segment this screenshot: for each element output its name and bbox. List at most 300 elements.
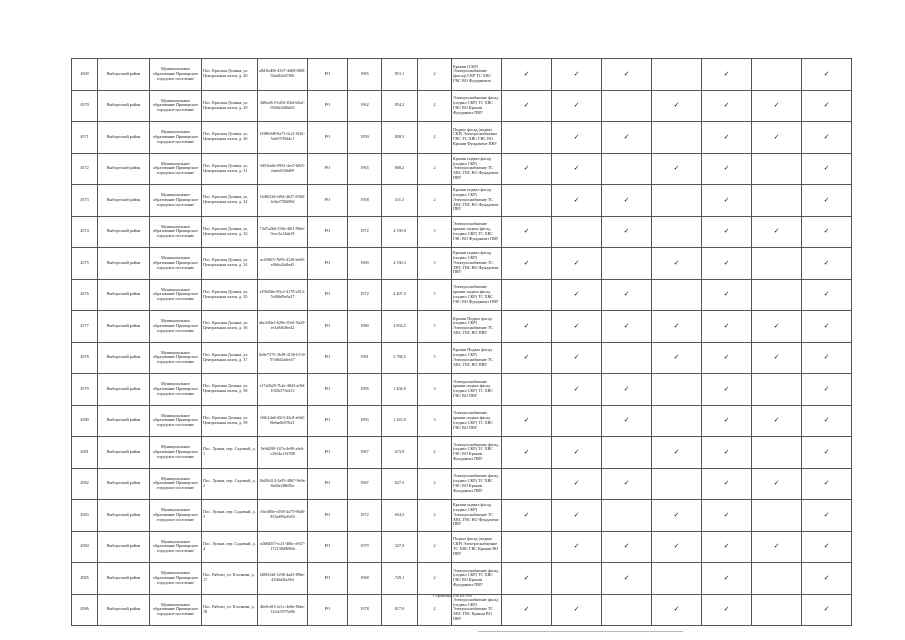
check-cell bbox=[652, 185, 702, 217]
code-cell: 9e9d299-167a-4e90-afe6-c29e4a134788 bbox=[258, 437, 308, 469]
checkmark-icon: ✓ bbox=[573, 258, 580, 267]
check-cell bbox=[602, 59, 652, 91]
check-cell bbox=[502, 437, 552, 469]
table-row bbox=[72, 531, 852, 563]
check-cell bbox=[502, 216, 552, 248]
settlement-cell: Муниципальное образование Приморское городское поселение bbox=[150, 500, 202, 532]
check-cell bbox=[552, 185, 602, 217]
check-cell bbox=[702, 468, 752, 500]
floors-cell: 2 bbox=[418, 185, 452, 217]
check-cell bbox=[702, 248, 752, 280]
check-cell bbox=[702, 531, 752, 563]
checkmark-icon: ✓ bbox=[623, 384, 630, 393]
check-cell bbox=[752, 185, 802, 217]
check-cell bbox=[652, 468, 702, 500]
settlement-cell: Муниципальное образование Приморское городское поселение bbox=[150, 468, 202, 500]
table-row bbox=[72, 374, 852, 406]
row-number: 4584 bbox=[72, 531, 98, 563]
table-row bbox=[72, 279, 852, 311]
check-cell bbox=[602, 216, 652, 248]
check-cell bbox=[652, 59, 702, 91]
checkmark-icon: ✓ bbox=[623, 479, 630, 488]
address-cell: Пос. Красная Долина, ул. Центральная аллея, д. 34 bbox=[202, 248, 258, 280]
table-row bbox=[72, 405, 852, 437]
checkmark-icon: ✓ bbox=[623, 227, 630, 236]
check-cell bbox=[502, 405, 552, 437]
code-cell: 3d0ea9c5-b45f-43bf-b6a1-05b8e43f6dd3 bbox=[258, 90, 308, 122]
year-cell: 1968 bbox=[348, 563, 382, 595]
year-cell: 1959 bbox=[348, 122, 382, 154]
area-cell: 654,5 bbox=[382, 500, 418, 532]
check-cell bbox=[802, 374, 852, 406]
address-cell: Пос. Лужки, пер. Садовый, д. 4 bbox=[202, 531, 258, 563]
check-cell bbox=[502, 374, 552, 406]
code-cell: e2b8d5f7-fc21-40bc-a947-172138d9f86b bbox=[258, 531, 308, 563]
checkmark-icon: ✓ bbox=[723, 605, 730, 614]
settlement-cell: Муниципальное образование Приморское городское поселение bbox=[150, 311, 202, 343]
checkmark-icon: ✓ bbox=[673, 353, 680, 362]
area-cell: 4 407,3 bbox=[382, 279, 418, 311]
check-cell bbox=[752, 405, 802, 437]
check-cell bbox=[752, 342, 802, 374]
works-cell: Крыши подвал фасад (подвал СКР) Электроснабжение ТС ХВС ГВС ВО Фундамент ПВУ bbox=[452, 153, 502, 185]
checkmark-icon: ✓ bbox=[773, 416, 780, 425]
check-cell bbox=[552, 153, 602, 185]
table-row bbox=[72, 216, 852, 248]
check-cell bbox=[602, 311, 652, 343]
checkmark-icon: ✓ bbox=[573, 479, 580, 488]
check-cell bbox=[802, 342, 852, 374]
works-cell: Электроснабжение крыши подвал фасад (подвал СКР) ТС ХВС ГВС ВО Фундамент ПВУ bbox=[452, 279, 502, 311]
check-cell bbox=[502, 185, 552, 217]
type-cell: РО bbox=[308, 563, 348, 595]
check-cell bbox=[652, 594, 702, 626]
year-cell: 1993 bbox=[348, 405, 382, 437]
floors-cell: 2 bbox=[418, 122, 452, 154]
district-cell: Выборгский район bbox=[98, 405, 150, 437]
check-cell bbox=[802, 279, 852, 311]
check-cell bbox=[502, 311, 552, 343]
row-number: 4570 bbox=[72, 90, 98, 122]
year-cell: 1972 bbox=[348, 500, 382, 532]
checkmark-icon: ✓ bbox=[523, 69, 530, 78]
check-cell bbox=[602, 248, 652, 280]
check-cell bbox=[652, 500, 702, 532]
type-cell: РО bbox=[308, 90, 348, 122]
code-cell: e19b94fe-83c2-4178-a512-5c8f6d9e0a27 bbox=[258, 279, 308, 311]
checkmark-icon: ✓ bbox=[723, 573, 730, 582]
checkmark-icon: ✓ bbox=[823, 195, 830, 204]
checkmark-icon: ✓ bbox=[823, 258, 830, 267]
check-cell bbox=[702, 90, 752, 122]
area-cell: 5 768,5 bbox=[382, 342, 418, 374]
floors-cell: 5 bbox=[418, 342, 452, 374]
checkmark-icon: ✓ bbox=[523, 573, 530, 582]
settlement-cell: Муниципальное образование Приморское городское поселение bbox=[150, 405, 202, 437]
area-cell: 868,2 bbox=[382, 153, 418, 185]
table-row bbox=[72, 90, 852, 122]
check-cell bbox=[602, 531, 652, 563]
type-cell: РО bbox=[308, 500, 348, 532]
works-cell: Электроснабжение фасад (подвал СКР) ТС ХВС ГВС ВО Крыши Фундамент ПВУ bbox=[452, 437, 502, 469]
check-cell bbox=[702, 59, 752, 91]
code-cell: 73d7a2b6-530e-40f1-9b6e-0cec5a14da18 bbox=[258, 216, 308, 248]
checkmark-icon: ✓ bbox=[573, 164, 580, 173]
area-cell: 673,9 bbox=[382, 437, 418, 469]
check-cell bbox=[602, 437, 652, 469]
check-cell bbox=[802, 500, 852, 532]
checkmark-icon: ✓ bbox=[723, 479, 730, 488]
works-cell: Электроснабжение крыши подвал фасад (подвал СКР) ТС ХВС ГВС ВО ПВУ bbox=[452, 405, 502, 437]
settlement-cell: Муниципальное образование Приморское городское поселение bbox=[150, 216, 202, 248]
check-cell bbox=[802, 311, 852, 343]
type-cell: РО bbox=[308, 437, 348, 469]
check-cell bbox=[602, 563, 652, 595]
checkmark-icon: ✓ bbox=[623, 542, 630, 551]
checkmark-icon: ✓ bbox=[523, 227, 530, 236]
check-cell bbox=[652, 531, 702, 563]
check-cell bbox=[552, 122, 602, 154]
check-cell bbox=[652, 248, 702, 280]
address-cell: Пос. Красная Долина, ул. Центральная аллея, д. 38 bbox=[202, 374, 258, 406]
year-cell: 1967 bbox=[348, 468, 382, 500]
checkmark-icon: ✓ bbox=[773, 353, 780, 362]
address-cell: Пос. Рябово, ул. Клочкова, д. 18 bbox=[202, 594, 258, 626]
checkmark-icon: ✓ bbox=[823, 384, 830, 393]
checkmark-icon: ✓ bbox=[673, 164, 680, 173]
works-cell: Электроснабжение фасад (подвал СКР) ТС ХВС ГВС ВО Крыши Фундамент ПВУ bbox=[452, 468, 502, 500]
checkmark-icon: ✓ bbox=[673, 321, 680, 330]
check-cell bbox=[702, 216, 752, 248]
table-row bbox=[72, 185, 852, 217]
check-cell bbox=[802, 153, 852, 185]
works-cell: Крыши подвал фасад (подвал СКР) Электроснабжение ТС ХВС ГВС ВО Фундамент ПВУ bbox=[452, 248, 502, 280]
checkmark-icon: ✓ bbox=[773, 101, 780, 110]
settlement-cell: Муниципальное образование Приморское городское поселение bbox=[150, 185, 202, 217]
checkmark-icon: ✓ bbox=[823, 353, 830, 362]
year-cell: 1981 bbox=[348, 342, 382, 374]
year-cell: 1962 bbox=[348, 90, 382, 122]
settlement-cell: Муниципальное образование Приморское городское поселение bbox=[150, 122, 202, 154]
district-cell: Выборгский район bbox=[98, 216, 150, 248]
checkmark-icon: ✓ bbox=[573, 69, 580, 78]
check-cell bbox=[552, 311, 602, 343]
checkmark-icon: ✓ bbox=[523, 164, 530, 173]
district-cell: Выборгский район bbox=[98, 500, 150, 532]
checkmark-icon: ✓ bbox=[523, 447, 530, 456]
code-cell: ac29f0f5-7b95-4126-be69-e0b6a2fa8ed3 bbox=[258, 248, 308, 280]
code-cell: 5d53fa6b-9953-4ea7-b0f5-2aeee03f6d09 bbox=[258, 153, 308, 185]
check-cell bbox=[502, 563, 552, 595]
check-cell bbox=[552, 437, 602, 469]
type-cell: РО bbox=[308, 468, 348, 500]
check-cell bbox=[702, 374, 752, 406]
checkmark-icon: ✓ bbox=[723, 290, 730, 299]
area-cell: 854,2 bbox=[382, 90, 418, 122]
checkmark-icon: ✓ bbox=[823, 542, 830, 551]
checkmark-icon: ✓ bbox=[523, 510, 530, 519]
type-cell: РО bbox=[308, 279, 348, 311]
row-number: 4580 bbox=[72, 405, 98, 437]
checkmark-icon: ✓ bbox=[723, 69, 730, 78]
year-cell: 1972 bbox=[348, 279, 382, 311]
checkmark-icon: ✓ bbox=[773, 542, 780, 551]
check-cell bbox=[802, 468, 852, 500]
district-cell: Выборгский район bbox=[98, 185, 150, 217]
check-cell bbox=[702, 122, 752, 154]
checkmark-icon: ✓ bbox=[723, 447, 730, 456]
year-cell: 1979 bbox=[348, 531, 382, 563]
area-cell: 411,3 bbox=[382, 185, 418, 217]
type-cell: РО bbox=[308, 216, 348, 248]
row-number: 4582 bbox=[72, 468, 98, 500]
row-number: 4581 bbox=[72, 437, 98, 469]
year-cell: 1995 bbox=[348, 374, 382, 406]
table-row bbox=[72, 122, 852, 154]
checkmark-icon: ✓ bbox=[823, 227, 830, 236]
check-cell bbox=[552, 216, 602, 248]
check-cell bbox=[702, 342, 752, 374]
settlement-cell: Муниципальное образование Приморское городское поселение bbox=[150, 153, 202, 185]
code-cell: 0a9e7375-3b38-4156-b7c9-97d8d2a0ee47 bbox=[258, 342, 308, 374]
settlement-cell: Муниципальное образование Приморское городское поселение bbox=[150, 248, 202, 280]
table-row bbox=[72, 59, 852, 91]
floors-cell: 2 bbox=[418, 594, 452, 626]
checkmark-icon: ✓ bbox=[623, 69, 630, 78]
settlement-cell: Муниципальное образование Приморское городское поселение bbox=[150, 374, 202, 406]
capital-repair-table bbox=[71, 58, 852, 626]
type-cell: РО bbox=[308, 311, 348, 343]
floors-cell: 2 bbox=[418, 437, 452, 469]
checkmark-icon: ✓ bbox=[573, 353, 580, 362]
check-cell bbox=[552, 468, 602, 500]
checkmark-icon: ✓ bbox=[573, 101, 580, 110]
checkmark-icon: ✓ bbox=[773, 321, 780, 330]
check-cell bbox=[502, 468, 552, 500]
address-cell: Пос. Красная Долина, ул. Центральная аллея, д. 36 bbox=[202, 311, 258, 343]
check-cell bbox=[802, 59, 852, 91]
type-cell: РО bbox=[308, 185, 348, 217]
checkmark-icon: ✓ bbox=[623, 321, 630, 330]
check-cell bbox=[802, 185, 852, 217]
year-cell: 1978 bbox=[348, 594, 382, 626]
settlement-cell: Муниципальное образование Приморское городское поселение bbox=[150, 342, 202, 374]
code-cell: e17a0b29-7b2e-48d3-af9d-10f5b373e413 bbox=[258, 374, 308, 406]
year-cell: 1980 bbox=[348, 311, 382, 343]
check-cell bbox=[602, 405, 652, 437]
area-cell: 817,9 bbox=[382, 594, 418, 626]
row-number: 4583 bbox=[72, 500, 98, 532]
table-row bbox=[72, 153, 852, 185]
year-cell: 1965 bbox=[348, 153, 382, 185]
works-cell: Электроснабжение фасад (подвал СКР) ТС ХВС ГВС ВО Крыши Фундамент ПВУ bbox=[452, 90, 502, 122]
row-number: 4585 bbox=[72, 563, 98, 595]
row-number: 4573 bbox=[72, 185, 98, 217]
check-cell bbox=[752, 59, 802, 91]
check-cell bbox=[502, 500, 552, 532]
settlement-cell: Муниципальное образование Приморское городское поселение bbox=[150, 90, 202, 122]
works-cell: Крыши подвал фасад (подвал СКР) Электроснабжение ТС ХВС ГВС ВО Фундамент ПВУ bbox=[452, 185, 502, 217]
area-cell: 851,1 bbox=[382, 59, 418, 91]
type-cell: РО bbox=[308, 59, 348, 91]
checkmark-icon: ✓ bbox=[723, 384, 730, 393]
row-number: 4569 bbox=[72, 59, 98, 91]
row-number: 4572 bbox=[72, 153, 98, 185]
address-cell: Пос. Красная Долина, ул. Центральная аллея, д. 29 bbox=[202, 90, 258, 122]
checkmark-icon: ✓ bbox=[623, 195, 630, 204]
code-cell: c9a3f00e-c058-4a75-96d0-953ed96a1b93 bbox=[258, 500, 308, 532]
check-cell bbox=[552, 531, 602, 563]
checkmark-icon: ✓ bbox=[623, 416, 630, 425]
works-cell: Электроснабжение фасад (подвал СКР) Электроснабжение ТС ХВС ГВС Крыши ВО ПВУ bbox=[452, 594, 502, 626]
check-cell bbox=[602, 185, 652, 217]
scan-artifact-line bbox=[478, 631, 683, 632]
code-cell: а8d1bd06-4337-4d68-8f08-94ad62e67f0b bbox=[258, 59, 308, 91]
check-cell bbox=[752, 279, 802, 311]
checkmark-icon: ✓ bbox=[723, 101, 730, 110]
district-cell: Выборгский район bbox=[98, 563, 150, 595]
floors-cell: 5 bbox=[418, 248, 452, 280]
checkmark-icon: ✓ bbox=[823, 573, 830, 582]
checkmark-icon: ✓ bbox=[523, 258, 530, 267]
checkmark-icon: ✓ bbox=[573, 290, 580, 299]
check-cell bbox=[602, 122, 652, 154]
check-cell bbox=[502, 122, 552, 154]
checkmark-icon: ✓ bbox=[573, 195, 580, 204]
check-cell bbox=[552, 248, 602, 280]
settlement-cell: Муниципальное образование Приморское городское поселение bbox=[150, 437, 202, 469]
check-cell bbox=[752, 122, 802, 154]
checkmark-icon: ✓ bbox=[823, 164, 830, 173]
check-cell bbox=[802, 248, 852, 280]
district-cell: Выборгский район bbox=[98, 248, 150, 280]
check-cell bbox=[652, 216, 702, 248]
checkmark-icon: ✓ bbox=[723, 258, 730, 267]
checkmark-icon: ✓ bbox=[823, 479, 830, 488]
checkmark-icon: ✓ bbox=[673, 605, 680, 614]
checkmark-icon: ✓ bbox=[823, 510, 830, 519]
check-cell bbox=[752, 90, 802, 122]
check-cell bbox=[502, 594, 552, 626]
check-cell bbox=[552, 90, 602, 122]
floors-cell: 5 bbox=[418, 311, 452, 343]
table-row bbox=[72, 468, 852, 500]
check-cell bbox=[752, 594, 802, 626]
check-cell bbox=[552, 342, 602, 374]
check-cell bbox=[502, 342, 552, 374]
checkmark-icon: ✓ bbox=[723, 353, 730, 362]
check-cell bbox=[752, 468, 802, 500]
table-row bbox=[72, 500, 852, 532]
check-cell bbox=[552, 279, 602, 311]
check-cell bbox=[702, 437, 752, 469]
district-cell: Выборгский район bbox=[98, 311, 150, 343]
district-cell: Выборгский район bbox=[98, 59, 150, 91]
floors-cell: 2 bbox=[418, 531, 452, 563]
checkmark-icon: ✓ bbox=[823, 132, 830, 141]
checkmark-icon: ✓ bbox=[623, 290, 630, 299]
district-cell: Выборгский район bbox=[98, 342, 150, 374]
check-cell bbox=[802, 90, 852, 122]
check-cell bbox=[802, 594, 852, 626]
type-cell: РО bbox=[308, 342, 348, 374]
checkmark-icon: ✓ bbox=[573, 542, 580, 551]
works-cell: Крыши подвал фасад (подвал СКР) Электроснабжение ТС ХВС ГВС ВО Фундамент ПВУ bbox=[452, 500, 502, 532]
address-cell: Пос. Красная Долина, ул. Центральная аллея, д. 33 bbox=[202, 216, 258, 248]
checkmark-icon: ✓ bbox=[573, 132, 580, 141]
checkmark-icon: ✓ bbox=[823, 605, 830, 614]
check-cell bbox=[652, 437, 702, 469]
check-cell bbox=[502, 59, 552, 91]
check-cell bbox=[652, 311, 702, 343]
district-cell: Выборгский район bbox=[98, 279, 150, 311]
table-row bbox=[72, 437, 852, 469]
checkmark-icon: ✓ bbox=[523, 353, 530, 362]
check-cell bbox=[702, 185, 752, 217]
checkmark-icon: ✓ bbox=[623, 573, 630, 582]
checkmark-icon: ✓ bbox=[523, 416, 530, 425]
checkmark-icon: ✓ bbox=[823, 321, 830, 330]
check-cell bbox=[702, 279, 752, 311]
check-cell bbox=[652, 279, 702, 311]
floors-cell: 2 bbox=[418, 153, 452, 185]
check-cell bbox=[802, 122, 852, 154]
district-cell: Выборгский район bbox=[98, 153, 150, 185]
checkmark-icon: ✓ bbox=[723, 542, 730, 551]
check-cell bbox=[502, 531, 552, 563]
year-cell: 1969 bbox=[348, 248, 382, 280]
address-cell: Пос. Красная Долина, ул. Центральная аллея, д. 30 bbox=[202, 122, 258, 154]
checkmark-icon: ✓ bbox=[723, 227, 730, 236]
check-cell bbox=[752, 248, 802, 280]
district-cell: Выборгский район bbox=[98, 594, 150, 626]
row-number: 4579 bbox=[72, 374, 98, 406]
address-cell: Пос. Красная Долина, ул. Центральная аллея, д. 35 bbox=[202, 279, 258, 311]
address-cell: Пос. Красная Долина, ул. Центральная аллея, д. 31 bbox=[202, 153, 258, 185]
check-cell bbox=[602, 279, 652, 311]
check-cell bbox=[602, 468, 652, 500]
check-cell bbox=[652, 374, 702, 406]
checkmark-icon: ✓ bbox=[673, 510, 680, 519]
address-cell: Пос. Красная Долина, ул. Центральная аллея, д. 37 bbox=[202, 342, 258, 374]
year-cell: 1958 bbox=[348, 185, 382, 217]
code-cell: f358b9d8-0a73-4c21-8fb1-5a0c97f9d4c1 bbox=[258, 122, 308, 154]
row-number: 4571 bbox=[72, 122, 98, 154]
check-cell bbox=[702, 311, 752, 343]
check-cell bbox=[752, 437, 802, 469]
area-cell: 327,9 bbox=[382, 531, 418, 563]
code-cell: dbc5d9a3-629e-43d1-9a29-ee1a8fb3be42 bbox=[258, 311, 308, 343]
row-number: 4586 bbox=[72, 594, 98, 626]
works-cell: Крыши Подвал фасад (подвал СКР) Электроснабжение ТС ХВС ГВС ВО ПВУ bbox=[452, 311, 502, 343]
check-cell bbox=[702, 405, 752, 437]
checkmark-icon: ✓ bbox=[673, 101, 680, 110]
check-cell bbox=[602, 90, 652, 122]
check-cell bbox=[802, 405, 852, 437]
code-cell: 4be6c6f3-2c1c-4e6b-8bbe-12c0c5975e8b bbox=[258, 594, 308, 626]
works-cell: Подвал фасад (подвал СКР) Электроснабжение ТС ХВС ГВС Крыши ВО ПВУ bbox=[452, 531, 502, 563]
type-cell: РО bbox=[308, 248, 348, 280]
checkmark-icon: ✓ bbox=[523, 321, 530, 330]
year-cell: 1965 bbox=[348, 59, 382, 91]
check-cell bbox=[652, 342, 702, 374]
address-cell: Пос. Лужки, пер. Садовый, д. 3 bbox=[202, 500, 258, 532]
checkmark-icon: ✓ bbox=[573, 384, 580, 393]
floors-cell: 2 bbox=[418, 500, 452, 532]
checkmark-icon: ✓ bbox=[723, 416, 730, 425]
code-cell: f1e8b32d-ef9d-4b37-83b0-4c6ef758d69d bbox=[258, 185, 308, 217]
checkmark-icon: ✓ bbox=[723, 132, 730, 141]
